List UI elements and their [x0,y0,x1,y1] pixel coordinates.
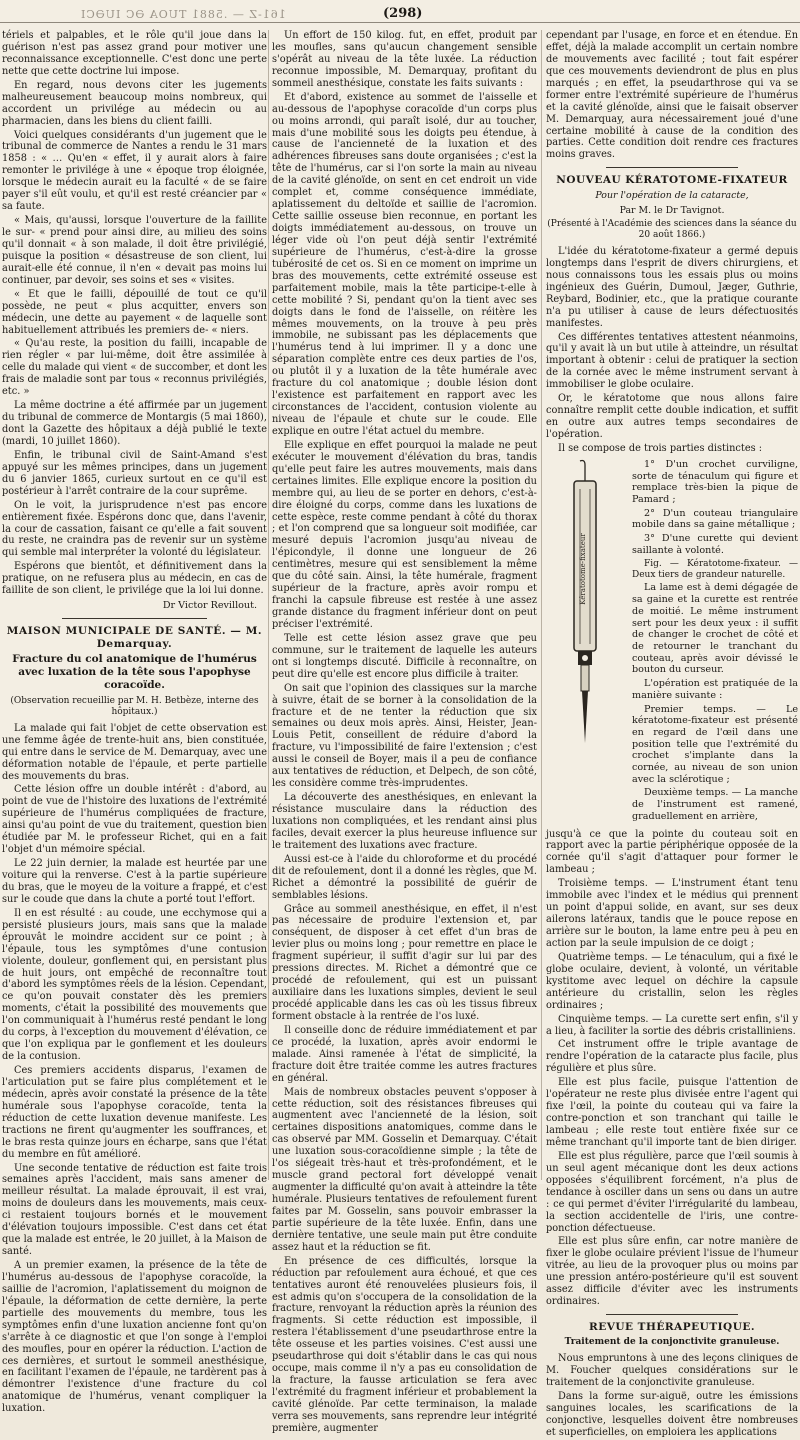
paragraph: En regard, nous devons citer les jugements malheureusement beaucoup moins nombreux, qui accordent un privilége au médecin ou au pharmacien, dans les biens du client failli. [2,79,267,127]
section-subtitle: Pour l'opération de la cataracte, [595,190,749,202]
paragraph: Cinquième temps. — La curette sert enfin, s'il y a lieu, à faciliter la sortie des débris cristalliniens. [546,1013,798,1037]
paragraph: Or, le kératotome que nous allons faire connaître remplit cette double indication, et suffit en outre aux autres temps secondaires de l'opération. [546,393,798,441]
paragraph: Dans la forme sur-aiguë, outre les émissions sanguines locales, les scarifications de la conjonctive, lesquelles doivent être nombreuses et superficielles, on emploiera les applications [546,1390,798,1438]
paragraph: La lame est à demi dégagée de sa gaine et la curette est rentrée de moitié. Le même instrument sert pour les deux yeux : il suffit de changer le crochet de côté et de retourner le tranchant du couteau, après avoir dévissé le bouton du curseur. [632,582,798,676]
paragraph: Voici quelques considérants d'un jugement que le tribunal de commerce de Nantes a rendu le 31 mars 1858 : « … Qu'en « effet, il y aurait alors à faire remonter le privilége à une « époque trop éloignée, lorsque le médecin aurait eu la faculté « de se faire payer s'il eût voulu, et qu'il est resté créancier par « sa faute. [2,129,267,213]
paragraph: Il se compose de trois parties distinctes : [558,442,763,454]
keratotome-instrument-icon [546,459,632,749]
paragraph: jusqu'à ce que la pointe du couteau soit en rapport avec la partie périphérique opposée de la cornée qu'il s'agit d'attaquer pour former le lambeau ; [546,828,798,876]
figure-block [546,459,798,825]
paragraph: Aussi est-ce à l'aide du chloroforme et du procédé dit de refoulement, dont il a donné les règles, que M. Richet a démontré la possibilité de guérir de semblables lésions. [272,853,537,901]
paragraph: Espérons que bientôt, et définitivement dans la pratique, on ne refusera plus au médecin, en cas de faillite de son client, le privilége que la loi lui donne. [2,561,267,597]
paragraph: L'opération est pratiquée de la manière suivante : [632,678,798,701]
paragraph: Ces différentes tentatives attestent néanmoins, qu'il y avait là un but utile à atteindre, un résultat important à obtenir : celui de pratiquer la section de la cornée avec le même instrument servant à immobiliser le globe oculaire. [546,331,798,391]
column-2 [272,30,537,1437]
paragraph: 3° D'une curette qui devient saillante à volonté. [632,533,798,556]
ornament-divider [606,1314,738,1315]
paragraph: Elle est plus sûre enfin, car notre manière de fixer le globe oculaire prévient l'issue de l'humeur vitrée, au lieu de la provoquer plus ou moins par une pression antéro-postérieure qu'il est souvent assez difficile d'éviter avec les instruments ordinaires. [546,1236,798,1308]
column-1 [0,30,267,1417]
paragraph: Cette lésion offre un double intérêt : d'abord, au point de vue de l'histoire des luxations de l'extrémité supérieure de l'humérus compliquées de fracture, ainsi qu'au point de vue du traitement, question bien étudiée par M. le professeur Richet, qui en a fait l'objet d'un mémoire spécial. [2,784,267,856]
header-rule [0,22,800,23]
paragraph: Grâce au sommeil anesthésique, en effet, il n'est pas nécessaire de produire l'extension et, par conséquent, de disposer à cet effet d'un bras de levier plus ou moins long ; pour remettre en place le fragment supérieur, il suffit d'agir sur lui par des pressions directes. M. Richet a démontré que ce procédé de refoulement, qui est un puissant auxiliaire dans les luxations simples, devient le seul procédé applicable dans les cas où les tissus fibreux forment obstacle à la rentrée de l'os luxé. [272,903,537,1022]
paragraph: Quatrième temps. — Le ténaculum, qui a fixé le globe oculaire, devient, à volonté, un véritable kystitome avec lequel on déchire la capsule antérieure du cristallin, selon les règles ordinaires ; [546,951,798,1011]
column-rule-left [268,30,269,1180]
paragraph: On le voit, la jurisprudence n'est pas encore entièrement fixée. Espérons donc que, dans l'avenir, la cour de cassation, faisant ce qu'elle a fait souvent du reste, ne craindra pas de revenir sur un système qui semble mal interpréter la volonté du législateur. [2,499,267,559]
section-title: MAISON MUNICIPALE DE SANTÉ. — M. Demarquay. [6,624,263,650]
paragraph: « Qu'au reste, la position du failli, incapable de rien régler « par lui-même, doit être assimilée à celle du malade qui vient « de succomber, et dont les frais de maladie sont par tous « reconnus privilégiés, etc. » [2,338,267,398]
paragraph: Il en est résulté : au coude, une ecchymose qui a persisté plusieurs jours, mais sans que la malade éprouvât le moindre accident sur ce point ; à l'épaule, tous les symptômes d'une contusion violente, douleur, gonflement qui, en persistant plus de huit jours, ont empêché de reconnaître tout d'abord les symptômes réels de la lésion. Cependant, ce qu'on pouvait constater dès les premiers moments, c'était la possibilité des mouvements que l'on communiquait à l'humérus resté pendant le long du corps, à l'exception du mouvement d'élévation, ce que l'on expliqua par le gonflement et les douleurs de la contusion. [2,907,267,1063]
paragraph: Il conseille donc de réduire immédiatement et par ce procédé, la luxation, après avoir endormi le malade. Ainsi ramenée à l'état de simplicité, la fracture doit être traitée comme les autres fractures en général. [272,1024,537,1084]
paragraph: Mais de nombreux obstacles peuvent s'opposer à cette réduction, soit des résistances fibreuses qui augmentent avec l'ancienneté de la lésion, soit certaines dispositions anatomiques, comme dans le cas observé par MM. Gosselin et Demarquay. C'était une luxation sous-coracoïdienne simple ; la tête de l'os siégeait très-haut et très-profondément, et le muscle grand pectoral fort développé venait augmenter la difficulté qu'on avait à atteindre la tête humérale. Plusieurs tentatives de refoulement furent faites par M. Gosselin, sans pouvoir embrasser la partie supérieure de la tête luxée. Enfin, dans une dernière tentative, une seule main put être conduite assez haut et la réduction se fit. [272,1086,537,1253]
paragraph: La malade qui fait l'objet de cette observation est une femme âgée de trente-huit ans, bien constituée, qui entre dans le service de M. Demarquay, avec une déformation notable de l'épaule, et perte partielle des mouvements du bras. [2,722,267,782]
ornament-divider [62,618,207,619]
article-title: Fracture du col anatomique de l'humérus avec luxation de la tête sous l'apophyse coracoïde. [12,653,257,692]
paragraph: tériels et palpables, et le rôle qu'il joue dans la guérison n'est pas assez grand pour motiver une reconnaissance exceptionnelle. C'est donc une perte nette que cette doctrine lui impose. [2,30,267,77]
paragraph: « Et que le failli, dépouillé de tout ce qu'il possède, ne peut « plus acquitter, envers son médecin, une dette au payement « de laquelle sont habituellement attribués les premiers de- « niers. [2,288,267,336]
paragraph: La découverte des anesthésiques, en enlevant la résistance musculaire dans la réduction des luxations non compliquées, et les rendant ainsi plus faciles, devait exercer la plus heureuse influence sur le traitement des luxations avec fracture. [272,792,537,851]
paragraph: Elle est plus régulière, parce que l'œil soumis à un seul agent mécanique dont les deux actions opposées s'équilibrent forcément, n'a plus de tendance à osciller dans un sens ou dans un autre : ce qui permet d'éviter l'irrégularité du lambeau, la section accidentelle de l'iris, une contre-ponction défectueuse. [546,1150,798,1234]
paragraph: Et d'abord, existence au sommet de l'aisselle et au-dessous de l'apophyse coracoïde d'un corps plus ou moins arrondi, qui paraît isolé, dur au toucher, mais d'une mobilité sous les doigts peu étendue, à cause de l'ancienneté de la luxation et des adhérences fibreuses sans doute organisées ; c'est la tête de l'humérus, car si l'on sorte la main au niveau de la cavité glénoïde, on sent en cet endroit un vide complet et, comme conséquence immédiate, aplatissement du deltoïde et saillie de l'acromion. Cette saillie osseuse bien reconnue, en portant les doigts immédiatement au-dessous, on trouve un léger vide où l'on peut déjà sentir l'extrémité supérieure de l'humérus, c'est-à-dire la grosse tubérosité de cet os. Si en ce moment on imprime un bras des mouvements, cette extrémité osseuse est parfaitement mobile, mais la tête participe-t-elle à cette mobilité ? Si, pendant qu'on la tient avec ses doigts dans le fond de l'aisselle, on réitère les mêmes mouvements, on la trouve à peu près immobile, ne subissant pas les déplacements que l'humérus tend à lui imprimer. Il y a donc une séparation complète entre ces deux parties de l'os, ou plutôt il y a luxation de la tête humérale avec fracture du col anatomique ; double lésion dont l'existence est parfaitement en rapport avec les circonstances de l'accident, contusion violente au niveau de l'épaule et chute sur le coude. Elle explique en outre l'état actuel du membre. [272,91,537,437]
paragraph: Premier temps. — Le kératotome-fixateur est présenté en regard de l'œil dans une position telle que l'extrémité du crochet s'implante dans la cornée, au niveau de son union avec la sclérotique ; [632,703,798,785]
byline: Par M. le Dr Tavignot. [619,204,725,216]
column-3 [546,30,798,1440]
figure-caption-text [632,459,798,825]
paragraph: Elle est plus facile, puisque l'attention de l'opérateur ne reste plus divisée entre l'agent qui fixe l'œil, la pointe du couteau qui va faire la contre-ponction et son tranchant qui taille le lambeau ; elle reste tout entière fixée sur ce même tranchant qu'il importe tant de bien diriger. [546,1077,798,1148]
article-subtitle: (Observation recueillie par M. H. Betbèze, interne des hôpitaux.) [10,695,259,717]
paragraph: La même doctrine a été affirmée par un jugement du tribunal de commerce de Montargis (5 mai 1860), dont la Gazette des hôpitaux a déjà publié le texte (mardi, 10 juillet 1860). [2,400,267,447]
paragraph: Ces premiers accidents disparus, l'examen de l'articulation put se faire plus complétement et le médecin, après avoir constaté la présence de la tête humérale sous l'apophyse coracoïde, tenta la réduction de cette luxation devenue manifeste. Les tractions ne firent qu'augmenter les souffrances, et le bras resta quinze jours en écharpe, sans que l'état du membre en fût amélioré. [2,1065,267,1160]
paragraph: Le 22 juin dernier, la malade est heurtée par une voiture qui la renverse. C'est à la partie supérieure du bras, que le moyeu de la voiture a frappé, et c'est sur le coude que dans la chute a porté tout l'effort. [2,858,267,905]
section-subtitle: Traitement de la conjonctivite granuleuse. [564,1336,780,1347]
paragraph: A un premier examen, la présence de la tête de l'humérus au-dessous de l'apophyse coracoïde, la saillie de l'acromion, l'aplatissement du moignon de l'épaule, la déformation de cette dernière, la perte partielle des mouvements du membre, tous les symptômes enfin d'une luxation ancienne font qu'on s'arrête à ce diagnostic et que l'on songe à l'emploi des moufles, pour en opérer la réduction. L'action de ces dernières, et surtout le sommeil anesthésique, en facilitant l'examen de l'épaule, ne tardèrent pas à démontrer l'existence d'une fracture du col anatomique de l'humérus, venant compliquer la luxation. [2,1260,267,1415]
paragraph: Elle explique en effet pourquoi la malade ne peut exécuter le mouvement d'élévation du bras, tandis qu'elle peut faire les autres mouvements, mais dans certaines limites. Elle explique encore la position du membre qui, au lieu de se porter en dehors, c'est-à-dire éloigné du corps, comme dans les luxations de cette espèce, reste comme pendant à côté du thorax ; et l'on comprend que sa longueur soit modifiée, car mesuré depuis l'acromion jusqu'au niveau de l'épicondyle, il donne une longueur de 26 centimètres, mesure qui est sensiblement la même que du côté sain. Ainsi, la tête humérale, fragment supérieur de la fracture, après avoir rompu et franchi la capsule fibreuse est restée à une assez grande distance du fragment inférieur dont on peut préciser l'extrémité. [272,439,537,630]
paragraph: Enfin, le tribunal civil de Saint-Amand s'est appuyé sur les mêmes principes, dans un jugement du 6 janvier 1865, curieux surtout en ce qu'il est postérieur à l'arrêt contraire de la cour suprême. [2,449,267,497]
paragraph: Une seconde tentative de réduction est faite trois semaines après l'accident, mais sans amener de meilleur résultat. La malade éprouvait, il est vrai, moins de douleurs dans les mouvements, mais ceux-ci restaient toujours bornés et le mouvement d'élévation toujours impossible. C'est dans cet état que la malade est entrée, le 20 juillet, à la Maison de santé. [2,1162,267,1258]
paragraph: Deuxième temps. — La manche de l'instrument est ramené, graduellement en arrière, [632,787,798,822]
mirrored-bleed-through-header: 161-Z — .5881 TUOA ƏC IUƏCI [80,8,286,21]
paragraph: L'idée du kératotome-fixateur a germé depuis longtemps dans l'esprit de divers chirurgiens, et nous connaissons tous les essais plus ou moins ingénieux des Guérin, Dumoul, Jæger, Guthrie, Reybard, Bodinier, etc., que la pratique courante n'a pu utiliser à cause de leurs défectuosités manifestes. [546,245,798,329]
section-title: REVUE THÉRAPEUTIQUE. [588,1321,756,1334]
paragraph: 2° D'un couteau triangulaire mobile dans sa gaine métallique ; [632,507,798,531]
figure-label: Kératotome-fixateur [579,533,587,605]
paragraph: Telle est cette lésion assez grave que peu commune, sur le traitement de laquelle les auteurs ont si longtemps discuté. Difficile à reconnaître, on peut dire qu'elle est encore plus difficile à traiter. [272,632,537,680]
ornament-divider [606,167,738,168]
paragraph: En présence de ces difficultés, lorsque la réduction par refoulement aura échoué, et que ces tentatives auront été renouvelées plusieurs fois, il est admis qu'on s'occupera de la consolidation de la fracture, renvoyant la réduction après la réunion des fragments. Si cette réduction est impossible, il restera l'établissement d'une pseudarthrose entre la tête osseuse et les parties voisines. C'est aussi une pseudarthrose qui doit s'établir dans le cas qui nous occupe, mais comme il n'y a pas eu consolidation de la fracture, la fausse articulation se fera avec l'extrémité du fragment inférieur et probablement la cavité glénoïde. Par cette terminaison, la malade verra ses mouvements, sans reprendre leur intégrité première, augmenter [272,1255,537,1434]
section-title: NOUVEAU KÉRATOTOME-FIXATEUR [556,174,788,187]
paragraph: Troisième temps. — L'instrument étant tenu immobile avec l'index et le médius qui prennent un point d'appui solide, en avant, sur ses deux ailerons latéraux, tandis que le pouce repose en arrière sur le bouton, la lame entre peu à peu en action par la seule impulsion de ce doigt ; [546,878,798,949]
paragraph: On sait que l'opinion des classiques sur la marche à suivre, était de se borner à la consolidation de la fracture et de ne tenter la réduction que six semaines ou deux mois après. Ainsi, Heister, Jean-Louis Petit, conseillent de réduire d'abord la fracture, vu l'impossibilité de faire l'extension ; c'est aussi le conseil de Boyer, mais il a peu de confiance aux tentatives de réduction, et Delpech, de son côté, les considère comme très-imprudentes. [272,682,537,790]
paragraph: Un effort de 150 kilog. fut, en effet, produit par les moufles, sans qu'aucun changement sensible s'opérât au niveau de la tête luxée. La réduction reconnue impossible, M. Demarquay, profitant du sommeil anesthésique, constate les faits suivants : [272,30,537,89]
presentation-note: (Présenté à l'Académie des sciences dans la séance du 20 août 1866.) [547,219,797,241]
column-rule-right [541,30,542,1180]
signature: Dr Victor Revillout. [162,600,257,612]
paragraph: 1° D'un crochet curviligne, sorte de ténaculum qui figure et remplace très-bien la pique de Pamard ; [632,458,798,506]
paragraph: cependant par l'usage, en force et en étendue. En effet, déjà la malade accomplit un certain nombre de mouvements avec facilité ; tout fait espérer que ces mouvements deviendront de plus en plus marqués ; en effet, la pseudarthrose qui va se former entre l'extrémité supérieure de l'humérus et la cavité glénoïde, ainsi que le faisait observer M. Demarquay, aura nécessairement joué d'une certaine mobilité à cause de la condition des parties. Cette condition doit rendre ces fractures moins graves. [546,30,798,161]
paragraph: Nous empruntons à une des leçons cliniques de M. Foucher quelques considérations sur le traitement de la conjonctivite granuleuse. [546,1352,798,1388]
page-number: (298) [383,6,423,21]
figure-caption: Fig. — Kératotome-fixateur. — Deux tiers de grandeur naturelle. [632,558,798,580]
paragraph: Cet instrument offre le triple avantage de rendre l'opération de la cataracte plus facile, plus régulière et plus sûre. [546,1039,798,1075]
paragraph: « Mais, qu'aussi, lorsque l'ouverture de la faillite le sur- « prend pour ainsi dire, au milieu des soins qu'il donnait « à son malade, il doit être privilégié, puisque la position « désastreuse de son client, lui aurait-elle été connue, il n'en « devait pas moins lui continuer, par devoir, ses soins et ses « visites. [2,215,267,286]
